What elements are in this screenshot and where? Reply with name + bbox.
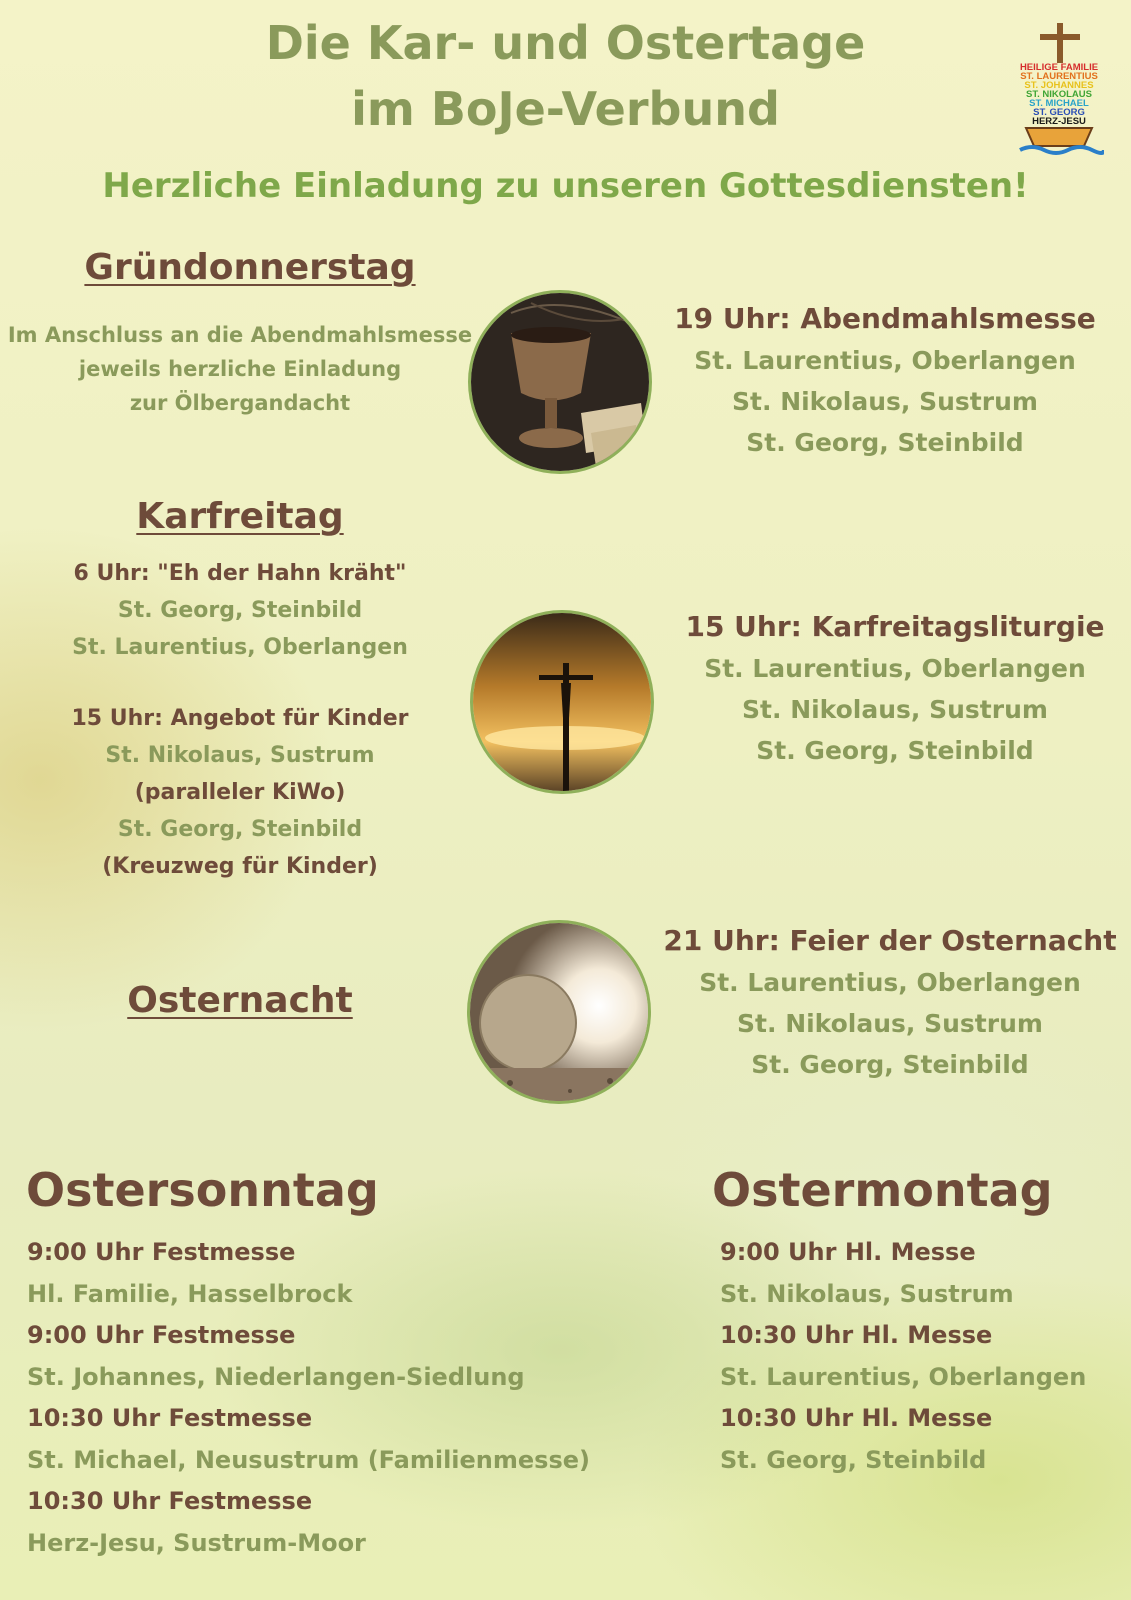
parish-logo [1014, 20, 1104, 158]
title-line-1: Die Kar- und Ostertage [265, 16, 866, 70]
location: St. Georg, Steinbild [746, 428, 1024, 457]
note-line: zur Ölbergandacht [129, 391, 351, 415]
note-line: Im Anschluss an die Abendmahlsmesse [7, 323, 473, 347]
heading-ostersonntag: Ostersonntag [26, 1163, 379, 1217]
heading-ostermontag: Ostermontag [712, 1163, 1053, 1217]
ostersonntag-list [27, 1232, 590, 1564]
service-title: 21 Uhr: Feier der Osternacht [663, 924, 1117, 957]
karfreitag-kids [20, 700, 460, 885]
karfreitag-service [680, 606, 1110, 771]
karfreitag-kids-line: St. Nikolaus, Sustrum [105, 743, 375, 768]
service-title: 15 Uhr: Karfreitagsliturgie [685, 610, 1105, 643]
karfreitag-kids-line: St. Georg, Steinbild [117, 817, 363, 842]
ostermontag-list [720, 1232, 1086, 1481]
entry-time: 10:30 Uhr Festmesse [27, 1404, 313, 1432]
entry-place: St. Georg, Steinbild [720, 1445, 987, 1474]
karfreitag-line: 6 Uhr: "Eh der Hahn kräht" [73, 561, 407, 586]
entry-time: 9:00 Uhr Festmesse [27, 1321, 296, 1349]
heading-osternacht: Osternacht [127, 980, 353, 1021]
logo-text-line: HEILIGE FAMILIE [1019, 62, 1099, 73]
logo-text-line: ST. NIKOLAUS [1026, 89, 1092, 100]
title-line-2: im BoJe-Verbund [351, 82, 780, 136]
heading-karfreitag: Karfreitag [136, 496, 344, 537]
logo-text-line: HERZ-JESU [1032, 116, 1086, 127]
entry-place: St. Michael, Neusustrum (Familienmesse) [27, 1445, 590, 1474]
location: St. Nikolaus, Sustrum [737, 1009, 1043, 1038]
location: St. Laurentius, Oberlangen [694, 346, 1076, 375]
logo-text-line: ST. MICHAEL [1029, 98, 1089, 109]
chalice-photo [468, 290, 652, 474]
entry-place: Herz-Jesu, Sustrum-Moor [27, 1528, 366, 1557]
logo-lines [1020, 62, 1098, 127]
logo-text-line: ST. JOHANNES [1024, 80, 1094, 91]
entry-time: 10:30 Uhr Festmesse [27, 1487, 313, 1515]
karfreitag-line: St. Laurentius, Oberlangen [72, 635, 408, 660]
location: St. Georg, Steinbild [756, 736, 1034, 765]
location: St. Laurentius, Oberlangen [699, 968, 1081, 997]
location: St. Nikolaus, Sustrum [732, 387, 1038, 416]
page-title [0, 10, 1131, 142]
gruendonnerstag-note [0, 318, 480, 420]
subtitle: Herzliche Einladung zu unseren Gottesdiensten! [102, 166, 1029, 206]
entry-place: St. Johannes, Niederlangen-Siedlung [27, 1362, 525, 1391]
empty-tomb-photo [467, 920, 651, 1104]
cross-boat-logo-icon [1014, 20, 1104, 158]
osternacht-service [660, 920, 1120, 1085]
crucifix-photo [470, 610, 654, 794]
karfreitag-morning [20, 555, 460, 666]
location: St. Georg, Steinbild [751, 1050, 1029, 1079]
note-line: jeweils herzliche Einladung [78, 357, 402, 381]
location: St. Laurentius, Oberlangen [704, 654, 1086, 683]
entry-place: Hl. Familie, Hasselbrock [27, 1279, 353, 1308]
karfreitag-line: St. Georg, Steinbild [117, 598, 363, 623]
heading-gruendonnerstag: Gründonnerstag [84, 247, 416, 288]
entry-time: 9:00 Uhr Hl. Messe [720, 1238, 976, 1266]
logo-text-line: ST. GEORG [1033, 107, 1085, 118]
entry-time: 10:30 Uhr Hl. Messe [720, 1321, 993, 1349]
karfreitag-kids-line: (paralleler KiWo) [134, 780, 346, 805]
karfreitag-kids-line: 15 Uhr: Angebot für Kinder [71, 706, 409, 731]
entry-place: St. Nikolaus, Sustrum [720, 1279, 1014, 1308]
location: St. Nikolaus, Sustrum [742, 695, 1048, 724]
gruendonnerstag-service [670, 298, 1100, 463]
service-title: 19 Uhr: Abendmahlsmesse [674, 302, 1096, 335]
logo-text-line: ST. LAURENTIUS [1020, 71, 1098, 82]
karfreitag-kids-line: (Kreuzweg für Kinder) [102, 854, 378, 879]
entry-time: 9:00 Uhr Festmesse [27, 1238, 296, 1266]
entry-place: St. Laurentius, Oberlangen [720, 1362, 1087, 1391]
entry-time: 10:30 Uhr Hl. Messe [720, 1404, 993, 1432]
